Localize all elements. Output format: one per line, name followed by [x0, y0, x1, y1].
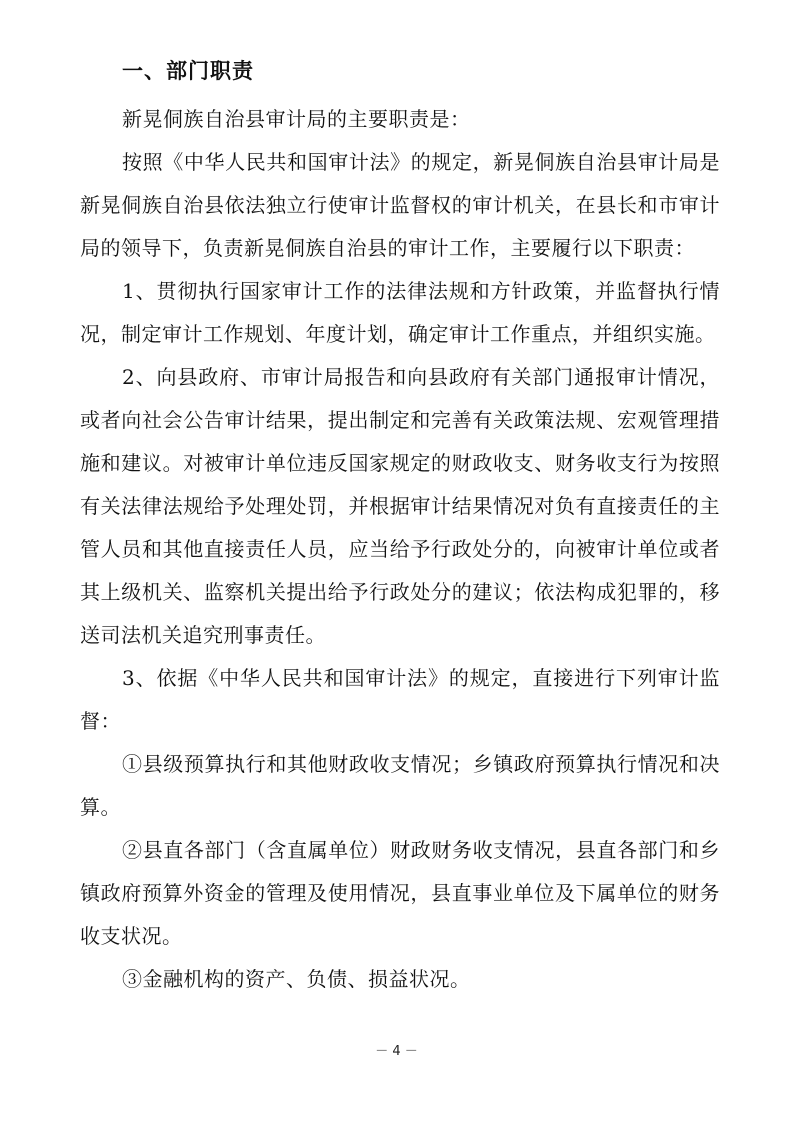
paragraph-duty-3: 3、依据《中华人民共和国审计法》的规定，直接进行下列审计监督：: [80, 666, 720, 733]
paragraph-duty-2: 2、向县政府、市审计局报告和向县政府有关部门通报审计情况，或者向社会公告审计结果，提出制定和完善有关政策法规、宏观管理措施和建议。对被审计单位违反国家规定的财政收支、财务收支行为按照有关法律法规给予处理处罚，并根据审计结果情况对负有直接责任的主管人员和其他直接责任人员，应当给予行政处分的，向被审计单位或者其上级机关、监察机关提出给予行政处分的建议；依法构成犯罪的，移送司法机关追究刑事责任。: [80, 365, 720, 647]
paragraph-item-3: ③金融机构的资产、负债、损益状况。: [122, 967, 471, 991]
paragraph-item-1: ①县级预算执行和其他财政收支情况；乡镇政府预算执行情况和决算。: [80, 752, 720, 819]
page-content: [80, 56, 720, 1001]
paragraph-item-2: ②县直各部门（含直属单位）财政财务收支情况，县直各部门和乡镇政府预算外资金的管理及使用情况，县直事业单位及下属单位的财务收支状况。: [80, 838, 720, 948]
section-heading: 一、部门职责: [122, 59, 254, 83]
paragraph-intro: 新晃侗族自治县审计局的主要职责是：: [122, 107, 471, 131]
paragraph-duty-1: 1、贯彻执行国家审计工作的法律法规和方针政策，并监督执行情况，制定审计工作规划、年度计划，确定审计工作重点，并组织实施。: [80, 279, 720, 346]
page-number: － 4 －: [375, 1044, 418, 1059]
paragraph-mandate: 按照《中华人民共和国审计法》的规定，新晃侗族自治县审计局是新晃侗族自治县依法独立行使审计监督权的审计机关，在县长和市审计局的领导下，负责新晃侗族自治县的审计工作，主要履行以下职责：: [80, 150, 720, 260]
